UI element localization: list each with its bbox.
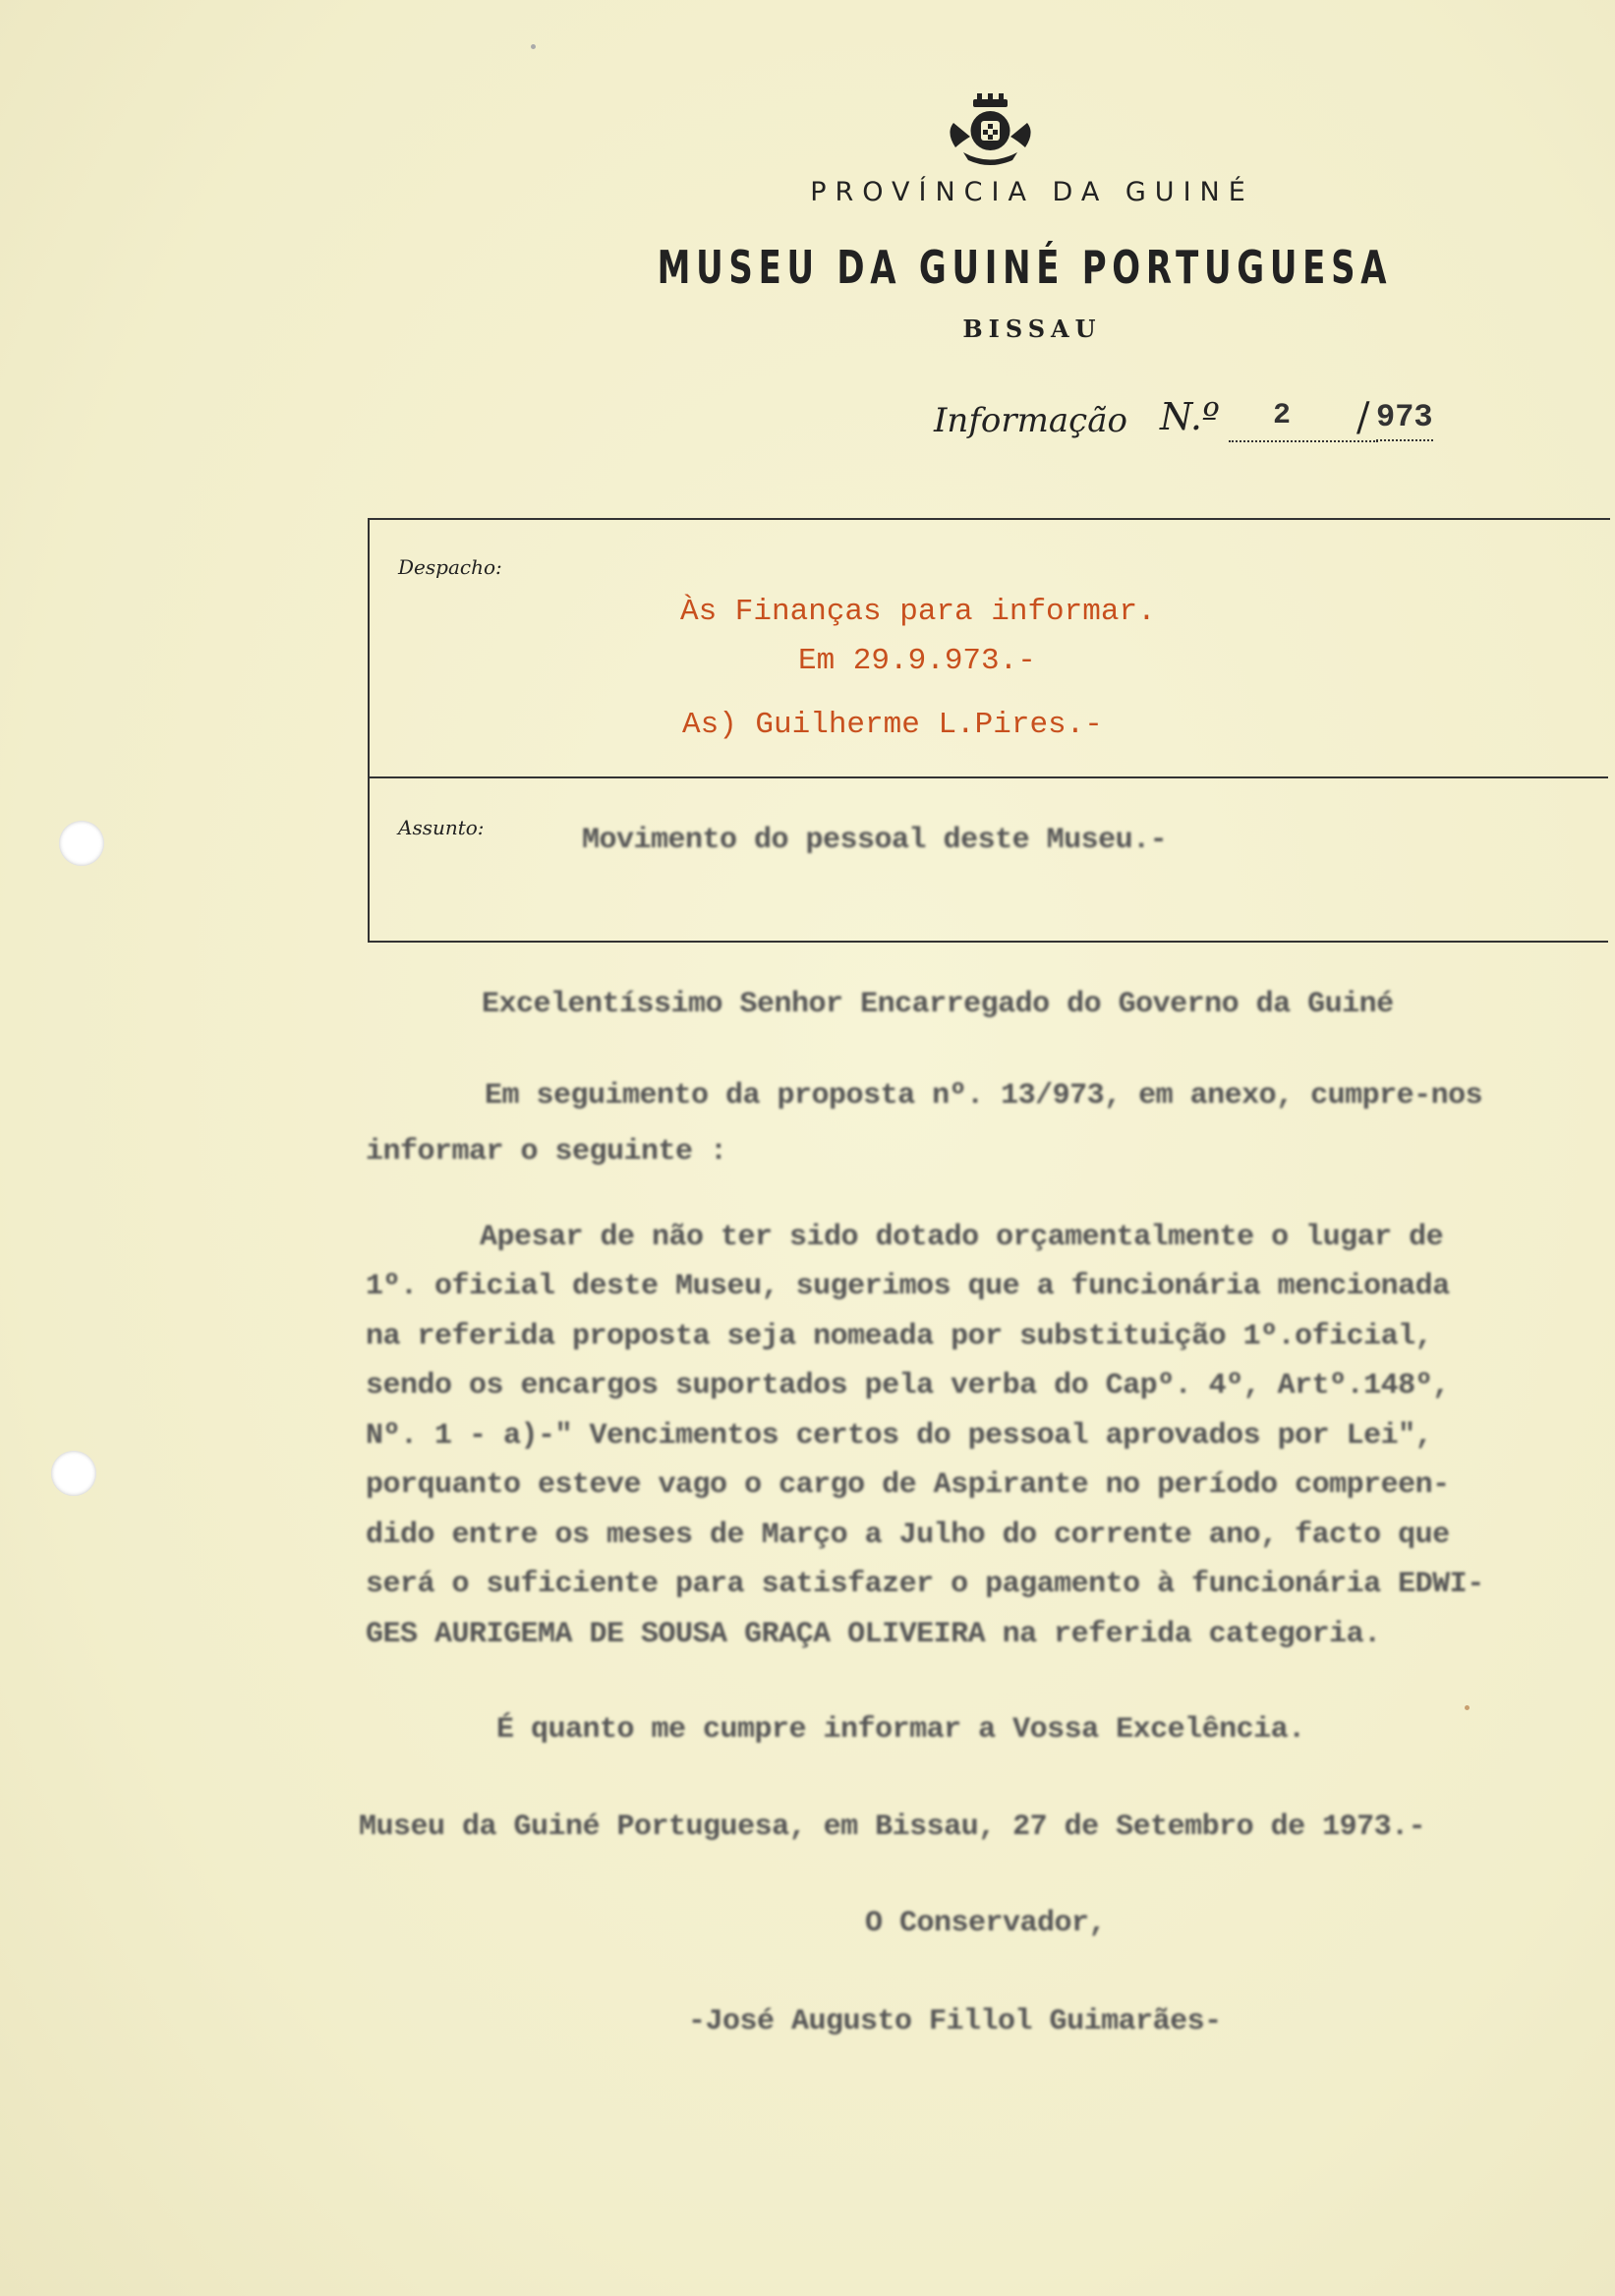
assunto-text: Movimento do pessoal deste Museu.- [582, 824, 1168, 857]
slash-divider: / [1356, 395, 1370, 440]
coat-of-arms-icon [944, 93, 1037, 167]
punch-hole [51, 1451, 96, 1496]
assunto-label: Assunto: [398, 816, 485, 839]
paragraph-line: Apesar de não ter sido dotado orçamentalmente o lugar de [480, 1221, 1444, 1254]
signatory-role: O Conservador, [865, 1907, 1107, 1940]
box-bottom-rule [368, 941, 1608, 943]
province-heading: PROVÍNCIA DA GUINÉ [810, 177, 1254, 207]
paragraph-line: GES AURIGEMA DE SOUSA GRAÇA OLIVEIRA na referida categoria. [366, 1618, 1381, 1651]
information-number: 2 [1273, 399, 1292, 432]
despacho-label: Despacho: [398, 555, 502, 579]
paragraph-line: sendo os encargos suportados pela verba do Capº. 4º, Artº.148º, [366, 1369, 1450, 1403]
information-label: Informação [934, 401, 1127, 440]
salutation: Excelentíssimo Senhor Encarregado do Governo da Guiné [482, 988, 1394, 1021]
number-label: N.º [1160, 395, 1220, 438]
paragraph-line: 1º. oficial deste Museu, sugerimos que a funcionária mencionada [366, 1270, 1450, 1303]
box-divider [368, 776, 1608, 778]
information-year: 973 [1376, 399, 1433, 441]
punch-hole [59, 821, 104, 866]
paragraph-line: Em seguimento da proposta nº. 13/973, em anexo, cumpre-nos [485, 1079, 1483, 1113]
despacho-line: Às Finanças para informar. [680, 595, 1156, 629]
dotted-line [1229, 440, 1378, 442]
paragraph-line: na referida proposta seja nomeada por substituição 1º.oficial, [366, 1320, 1433, 1353]
despacho-signature: As) Guilherme L.Pires.- [682, 708, 1103, 742]
paragraph-line: Nº. 1 - a)-" Vencimentos certos do pessoal aprovados por Lei", [366, 1419, 1433, 1453]
signatory-name: -José Augusto Fillol Guimarães- [688, 2005, 1222, 2038]
date-line: Museu da Guiné Portuguesa, em Bissau, 27 de Setembro de 1973.- [359, 1810, 1426, 1844]
paper-speck [531, 44, 536, 49]
paper-speck [1465, 1705, 1470, 1710]
paragraph-line: porquanto esteve vago o cargo de Aspirante no período compreen- [366, 1468, 1450, 1502]
paragraph-line: informar o seguinte : [366, 1135, 727, 1169]
city-heading: BISSAU [962, 315, 1102, 343]
paragraph-line: dido entre os meses de Março a Julho do corrente ano, facto que [366, 1519, 1450, 1552]
despacho-date: Em 29.9.973.- [798, 644, 1036, 678]
closing-line: É quanto me cumpre informar a Vossa Excelência. [496, 1713, 1305, 1747]
paragraph-line: será o suficiente para satisfazer o pagamento à funcionária EDWI- [366, 1568, 1484, 1601]
museum-heading: MUSEU DA GUINÉ PORTUGUESA [657, 241, 1393, 294]
